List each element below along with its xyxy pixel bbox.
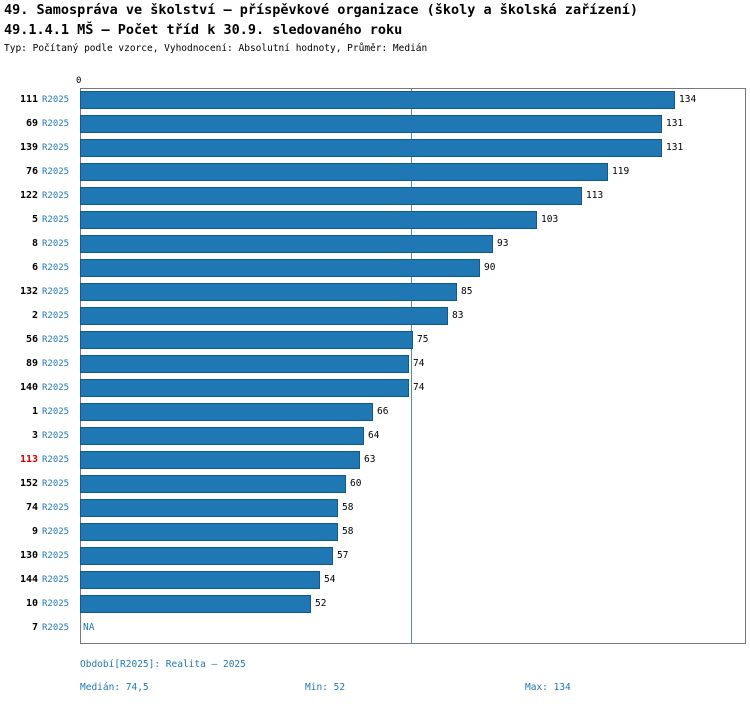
row-period-label: R2025 <box>42 455 70 465</box>
row-period-label: R2025 <box>42 599 70 609</box>
row-category-label[interactable]: 8 <box>31 238 38 249</box>
row-category-label[interactable]: 140 <box>19 382 38 393</box>
bar-value-label: 119 <box>612 166 630 177</box>
row-period-label: R2025 <box>42 263 70 273</box>
row-period-label: R2025 <box>42 575 70 585</box>
bar-row[interactable] <box>80 208 746 232</box>
bar[interactable] <box>80 283 457 301</box>
bar-row[interactable] <box>80 592 746 616</box>
row-category-label[interactable]: 113 <box>19 454 38 465</box>
row-category-label[interactable]: 3 <box>31 430 38 441</box>
row-category-label[interactable]: 76 <box>25 166 38 177</box>
row-period-label: R2025 <box>42 407 70 417</box>
bar-row[interactable] <box>80 328 746 352</box>
legend-period: Období[R2025]: Realita – 2025 <box>80 659 246 670</box>
bar[interactable] <box>80 475 346 493</box>
stat-min: Min: 52 <box>305 682 346 693</box>
bar-row[interactable] <box>80 88 746 112</box>
row-period-label: R2025 <box>42 239 70 249</box>
row-category-label[interactable]: 139 <box>19 142 38 153</box>
bar-row[interactable] <box>80 520 746 544</box>
bar-row[interactable] <box>80 232 746 256</box>
bar-row[interactable] <box>80 304 746 328</box>
row-period-label: R2025 <box>42 431 70 441</box>
bar[interactable] <box>80 523 338 541</box>
row-period-label: R2025 <box>42 311 70 321</box>
bar[interactable] <box>80 499 338 517</box>
row-category-label[interactable]: 130 <box>19 550 38 561</box>
bar-value-label: 54 <box>324 574 336 585</box>
row-category-label[interactable]: 89 <box>25 358 38 369</box>
bar[interactable] <box>80 355 409 373</box>
bar-value-label: 74 <box>413 358 425 369</box>
bar[interactable] <box>80 451 360 469</box>
bar-row[interactable] <box>80 448 746 472</box>
bar-row[interactable] <box>80 160 746 184</box>
row-period-label: R2025 <box>42 167 70 177</box>
row-category-label[interactable]: 7 <box>31 622 38 633</box>
bar-value-label: 66 <box>377 406 389 417</box>
bar-value-label: 90 <box>484 262 496 273</box>
row-category-label[interactable]: 69 <box>25 118 38 129</box>
bar-row[interactable] <box>80 544 746 568</box>
row-period-label: R2025 <box>42 623 70 633</box>
bar-row[interactable] <box>80 184 746 208</box>
bar[interactable] <box>80 235 493 253</box>
row-category-label[interactable]: 5 <box>31 214 38 225</box>
row-category-label[interactable]: 9 <box>31 526 38 537</box>
bar[interactable] <box>80 163 608 181</box>
bar-value-label: 85 <box>461 286 473 297</box>
bar[interactable] <box>80 187 582 205</box>
bar-value-label: NA <box>83 622 95 633</box>
chart-plot-area <box>80 88 746 644</box>
bar-value-label: 134 <box>679 94 697 105</box>
bar-value-label: 52 <box>315 598 327 609</box>
bar[interactable] <box>80 211 537 229</box>
bar-row[interactable] <box>80 424 746 448</box>
bar[interactable] <box>80 595 311 613</box>
bar-row[interactable] <box>80 136 746 160</box>
bar-value-label: 58 <box>342 526 354 537</box>
bar-row[interactable] <box>80 352 746 376</box>
bar-value-label: 60 <box>350 478 362 489</box>
row-category-label[interactable]: 132 <box>19 286 38 297</box>
row-period-label: R2025 <box>42 359 70 369</box>
row-category-label[interactable]: 2 <box>31 310 38 321</box>
stat-median: Medián: 74,5 <box>80 682 149 693</box>
bar-value-label: 63 <box>364 454 376 465</box>
bar-rows <box>80 88 746 644</box>
bar-value-label: 58 <box>342 502 354 513</box>
row-category-label[interactable]: 10 <box>25 598 38 609</box>
row-category-label[interactable]: 6 <box>31 262 38 273</box>
bar-value-label: 57 <box>337 550 349 561</box>
bar-value-label: 93 <box>497 238 509 249</box>
row-category-label[interactable]: 56 <box>25 334 38 345</box>
bar-value-label: 83 <box>452 310 464 321</box>
bar[interactable] <box>80 331 413 349</box>
stat-max: Max: 134 <box>525 682 571 693</box>
row-period-label: R2025 <box>42 503 70 513</box>
row-period-label: R2025 <box>42 479 70 489</box>
row-period-label: R2025 <box>42 527 70 537</box>
bar[interactable] <box>80 139 662 157</box>
row-period-label: R2025 <box>42 95 70 105</box>
row-period-label: R2025 <box>42 143 70 153</box>
bar[interactable] <box>80 379 409 397</box>
row-category-label[interactable]: 1 <box>31 406 38 417</box>
bar[interactable] <box>80 115 662 133</box>
bar[interactable] <box>80 547 333 565</box>
row-category-label[interactable]: 152 <box>19 478 38 489</box>
row-period-label: R2025 <box>42 335 70 345</box>
bar-value-label: 131 <box>666 142 684 153</box>
row-period-label: R2025 <box>42 287 70 297</box>
bar-row[interactable] <box>80 112 746 136</box>
bar-value-label: 113 <box>586 190 604 201</box>
bar[interactable] <box>80 307 448 325</box>
bar-value-label: 74 <box>413 382 425 393</box>
bar-row[interactable] <box>80 568 746 592</box>
row-period-label: R2025 <box>42 191 70 201</box>
row-category-label[interactable]: 74 <box>25 502 38 513</box>
bar[interactable] <box>80 571 320 589</box>
axis-origin-label: 0 <box>76 76 82 86</box>
bar-value-label: 131 <box>666 118 684 129</box>
bar[interactable] <box>80 403 373 421</box>
row-period-label: R2025 <box>42 383 70 393</box>
bar-value-label: 75 <box>417 334 429 345</box>
row-category-label[interactable]: 122 <box>19 190 38 201</box>
bar-row[interactable] <box>80 472 746 496</box>
row-period-label: R2025 <box>42 215 70 225</box>
bar-row[interactable] <box>80 280 746 304</box>
bar[interactable] <box>80 259 480 277</box>
bar[interactable] <box>80 427 364 445</box>
bar-row[interactable] <box>80 400 746 424</box>
bar-value-label: 103 <box>541 214 559 225</box>
bar-row[interactable] <box>80 496 746 520</box>
row-category-label[interactable]: 144 <box>19 574 38 585</box>
row-period-label: R2025 <box>42 551 70 561</box>
chart-subtitle: Typ: Počítaný podle vzorce, Vyhodnocení: Absolutní hodnoty, Průměr: Medián <box>4 43 428 54</box>
row-category-label[interactable]: 111 <box>19 94 38 105</box>
page-title-line2: 49.1.4.1 MŠ – Počet tříd k 30.9. sledovaného roku <box>4 22 403 38</box>
bar-value-label: 64 <box>368 430 380 441</box>
row-period-label: R2025 <box>42 119 70 129</box>
bar-row[interactable] <box>80 256 746 280</box>
page-title-line1: 49. Samospráva ve školství – příspěvkové organizace (školy a školská zařízení) <box>4 2 638 18</box>
bar[interactable] <box>80 91 675 109</box>
bar-row[interactable] <box>80 616 746 640</box>
bar-row[interactable] <box>80 376 746 400</box>
